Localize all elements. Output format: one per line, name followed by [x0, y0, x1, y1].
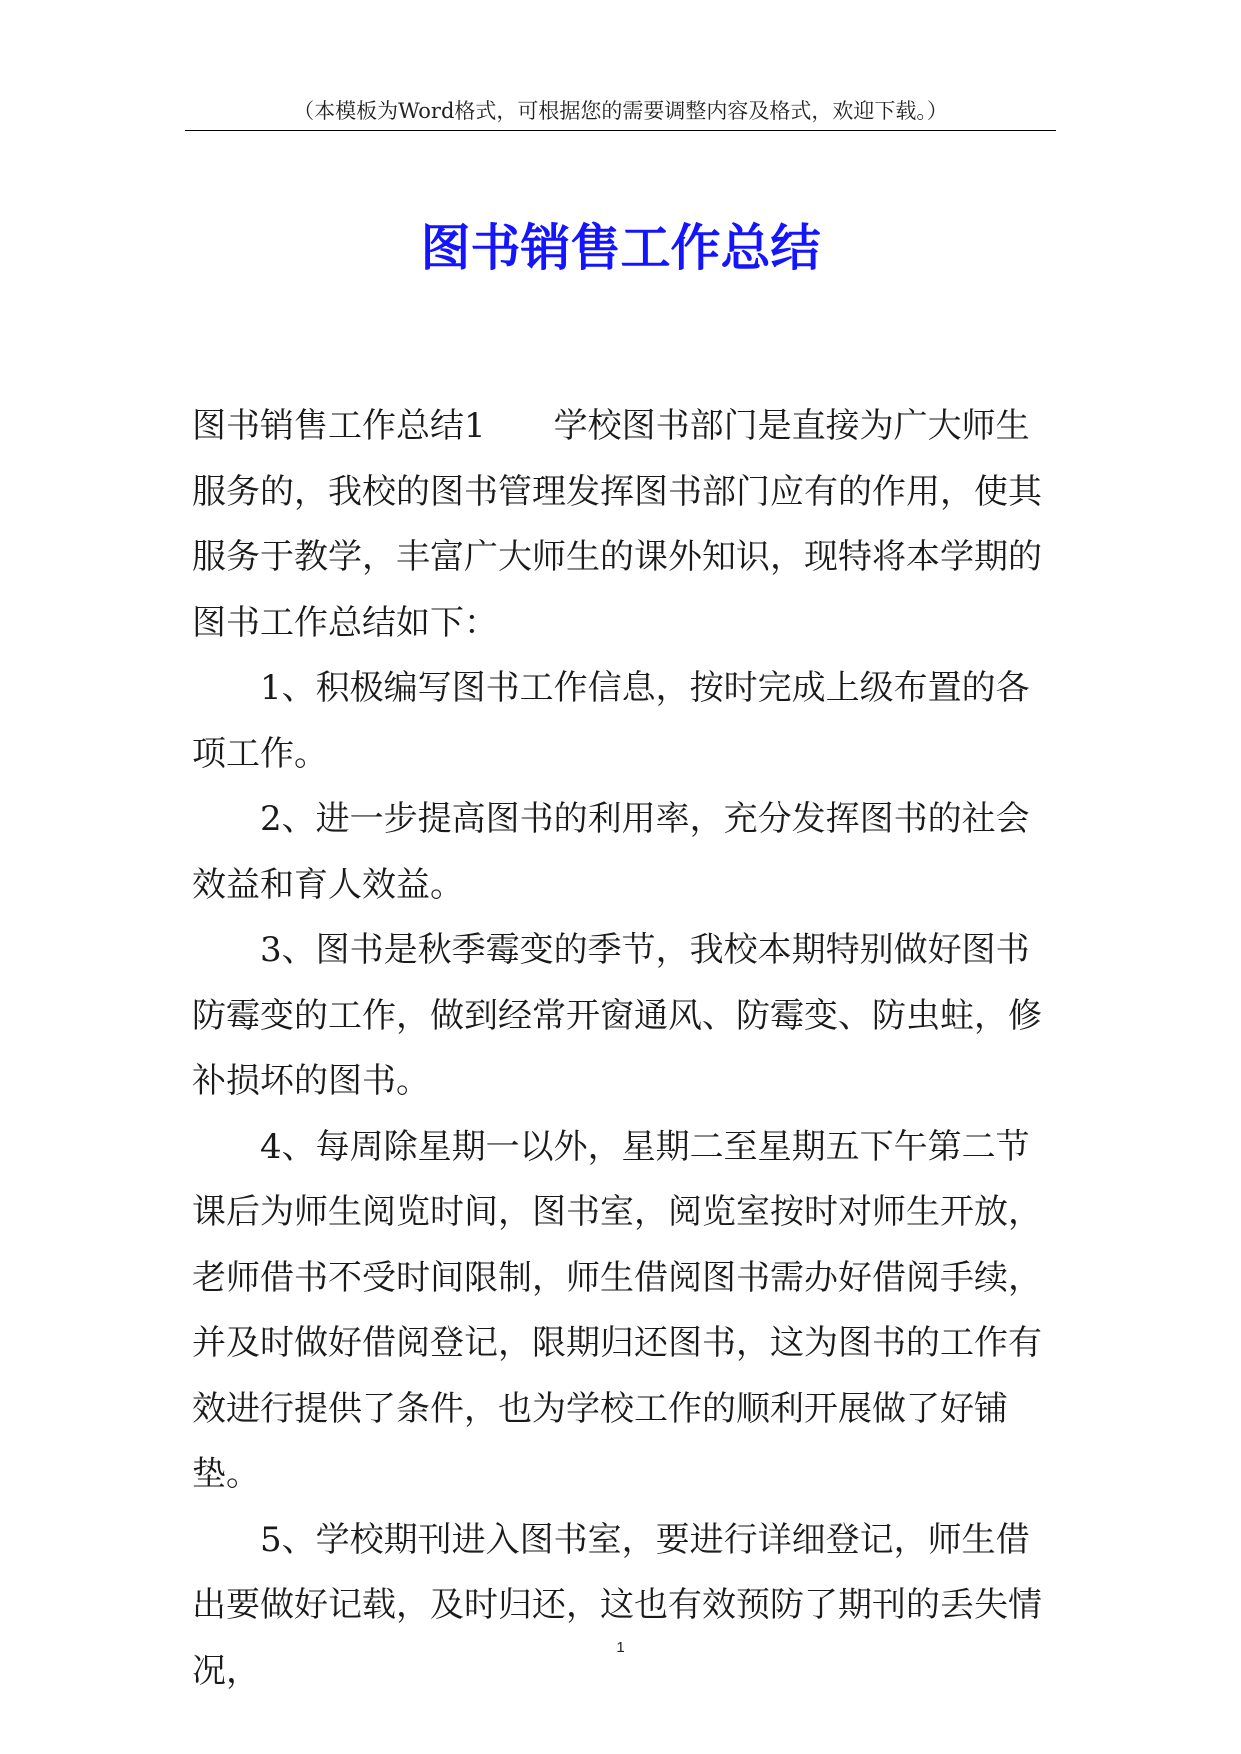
list-item-1: 1、积极编写图书工作信息，按时完成上级布置的各项工作。	[192, 668, 1030, 774]
header-divider	[185, 130, 1056, 131]
list-item-4: 4、每周除星期一以外，星期二至星期五下午第二节课后为师生阅览时间，图书室，阅览室按时对师生开放，老师借书不受时间限制，师生借阅图书需办好借阅手续，并及时做好借阅登记，限期归还图书，这为图书的工作有效进行提供了条件，也为学校工作的顺利开展做了好铺垫。	[192, 1126, 1042, 1494]
document-title: 图书销售工作总结	[420, 219, 821, 277]
list-item-5: 5、学校期刊进入图书室，要进行详细登记，师生借出要做好记载，及时归还，这也有效预防了期刊的丢失情况，	[192, 1519, 1042, 1691]
list-item-3: 3、图书是秋季霉变的季节，我校本期特别做好图书防霉变的工作，做到经常开窗通风、防霉变、防虫蛀，修补损坏的图书。	[192, 930, 1042, 1101]
page-number: 1	[616, 1639, 625, 1656]
list-item-2: 2、进一步提高图书的利用率，充分发挥图书的社会效益和育人效益。	[192, 799, 1030, 905]
intro-paragraph: 图书销售工作总结1 学校图书部门是直接为广大师生服务的，我校的图书管理发挥图书部门应有的作用，使其服务于教学，丰富广大师生的课外知识，现特将本学期的图书工作总结如下：	[192, 406, 1042, 643]
document-body	[192, 394, 1062, 1704]
header-note: （本模板为Word格式，可根据您的需要调整内容及格式，欢迎下载。）	[293, 99, 948, 123]
